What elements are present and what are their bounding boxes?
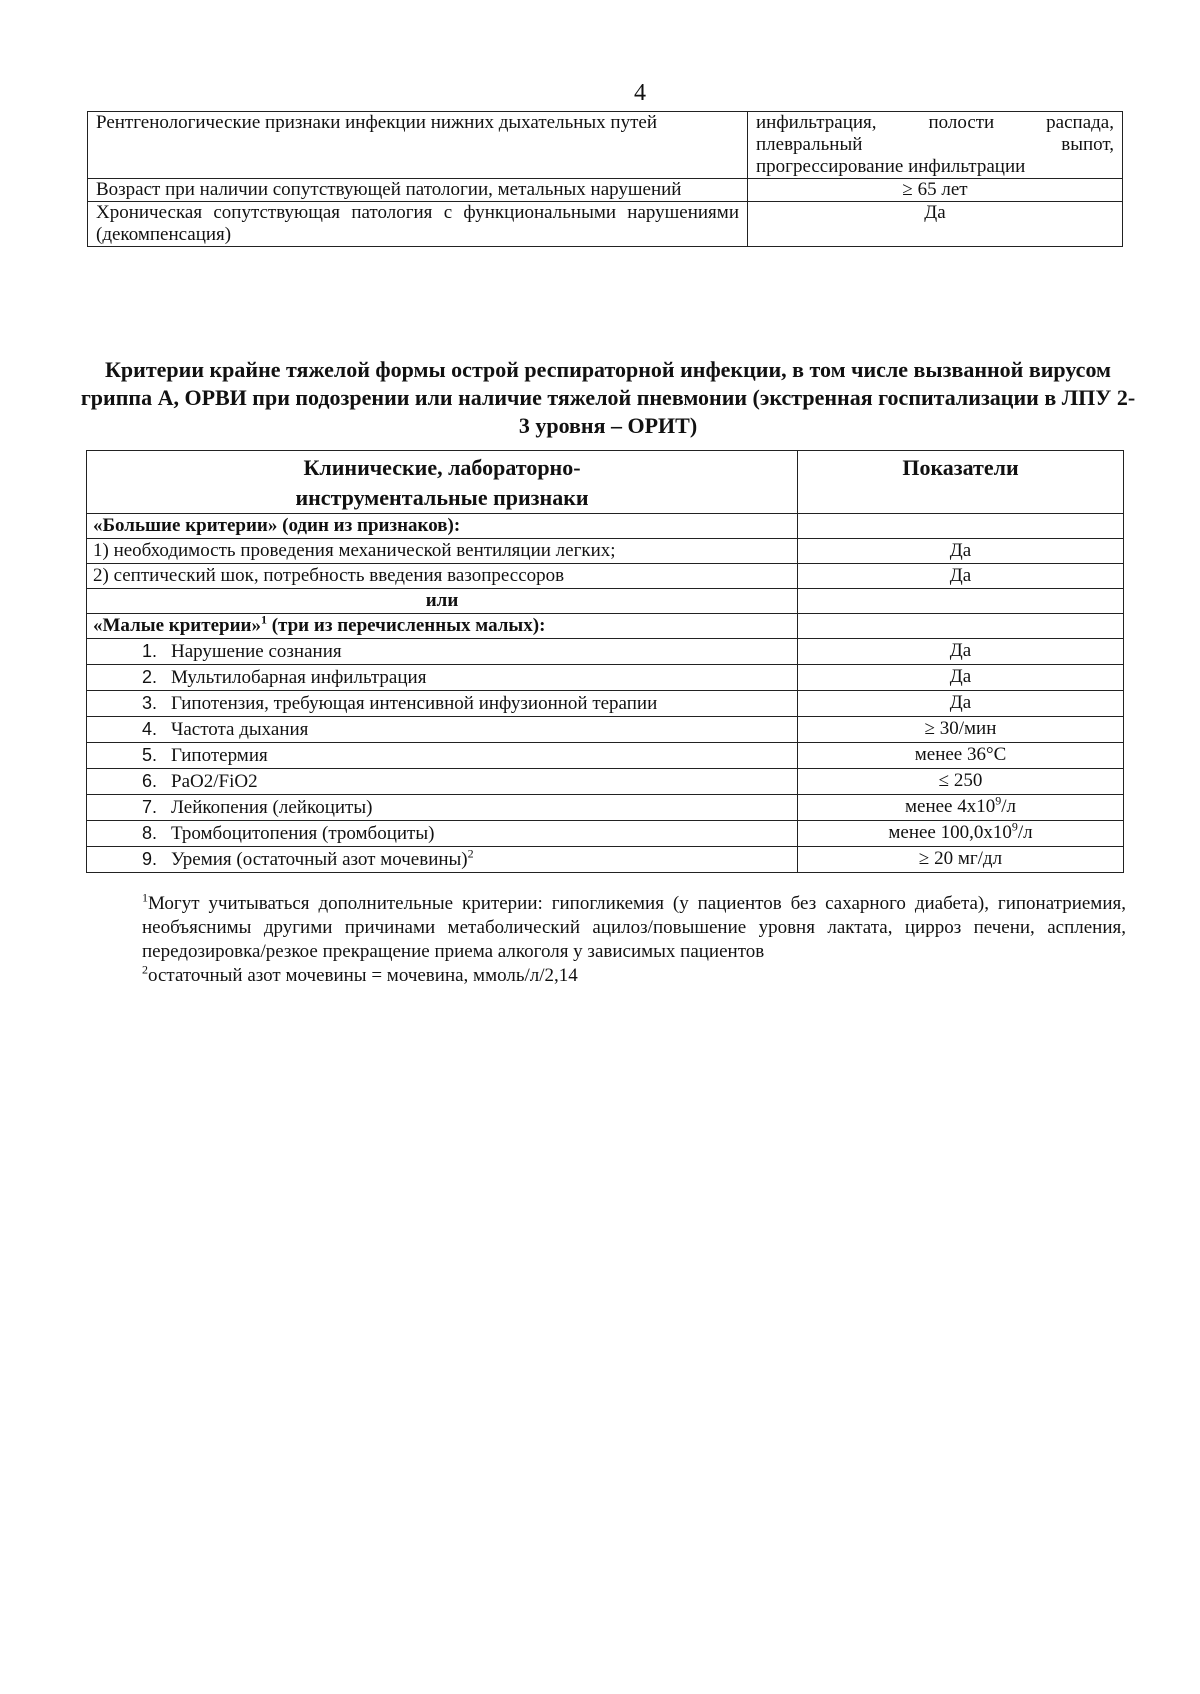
table-row <box>87 614 1124 639</box>
table-row: 5. Гипотермия менее 36°С <box>87 743 1124 769</box>
cell-left: Рентгенологические признаки инфекции нижних дыхательных путей <box>88 112 748 179</box>
major-criteria-heading: «Большие критерии» (один из признаков): <box>87 514 798 539</box>
cell-left: Хроническая сопутствующая патология с функциональными нарушениями (декомпенсация) <box>88 202 748 247</box>
table-row: 1. Нарушение сознания Да <box>87 639 1124 665</box>
table-row: 2. Мультилобарная инфильтрация Да <box>87 665 1124 691</box>
page-number: 4 <box>634 80 646 106</box>
cell-left: Возраст при наличии сопутствующей патологии, метальных нарушений <box>88 179 748 202</box>
severity-criteria-table <box>86 450 1124 873</box>
section-title: Критерии крайне тяжелой формы острой респираторной инфекции, в том числе вызванной вирусом гриппа А, ОРВИ при подозрении или наличие тяжелой пневмонии (экстренная госпитализации в ЛПУ 2-3 уровня – ОРИТ) <box>80 357 1136 438</box>
minor-criteria-heading: «Малые критерии»$^1$ (три из перечисленных малых): <box>87 614 798 639</box>
footnotes <box>142 892 1126 988</box>
footnote-1: $^1$Могут учитываться дополнительные критерии: гипогликемия (у пациентов без сахарного диабета), гипонатриемия, необъяснимы другими причинами метаболический ацилоз/повышение уровня лактата, цирроз печени, аспления, передозировка/резкое прекращение приема алкоголя у зависимых пациентов <box>142 890 1126 962</box>
header-signs: Клинические, лабораторно- инструментальные признаки <box>87 451 798 514</box>
table-row <box>88 202 1123 247</box>
criteria-table-continued <box>87 111 1123 247</box>
table-row <box>87 589 1124 614</box>
table-row: 3. Гипотензия, требующая интенсивной инфузионной терапии Да <box>87 691 1124 717</box>
header-indicators: Показатели <box>798 451 1124 514</box>
table-row: 8. Тромбоцитопения (тромбоциты) менее $100,0x10^9/л$ <box>87 821 1124 847</box>
or-separator: или <box>87 589 798 614</box>
footnote-2: $^2$остаточный азот мочевины = мочевина, ммоль/л/2,14 <box>142 962 578 986</box>
cell-right: Да <box>748 202 1123 247</box>
table-row <box>88 179 1123 202</box>
cell-right: ≥ 65 лет <box>748 179 1123 202</box>
table-row: 1) необходимость проведения механической вентиляции легких; Да <box>87 539 1124 564</box>
table-row <box>88 112 1123 179</box>
table-row: 2) септический шок, потребность введения вазопрессоров Да <box>87 564 1124 589</box>
table-row <box>87 514 1124 539</box>
table-header-row <box>87 451 1124 514</box>
table-row: 7. Лейкопения (лейкоциты) менее $4x10^9/л$ <box>87 795 1124 821</box>
table-row: 6. PaO2/FiO2 ≤ 250 <box>87 769 1124 795</box>
table-row: 9. Уремия (остаточный азот мочевины)$^2$ ≥ 20 мг/дл <box>87 847 1124 873</box>
cell-right: инфильтрация, полости распада, плевральный выпот, прогрессирование инфильтрации <box>748 112 1123 179</box>
table-row: 4. Частота дыхания ≥ 30/мин <box>87 717 1124 743</box>
